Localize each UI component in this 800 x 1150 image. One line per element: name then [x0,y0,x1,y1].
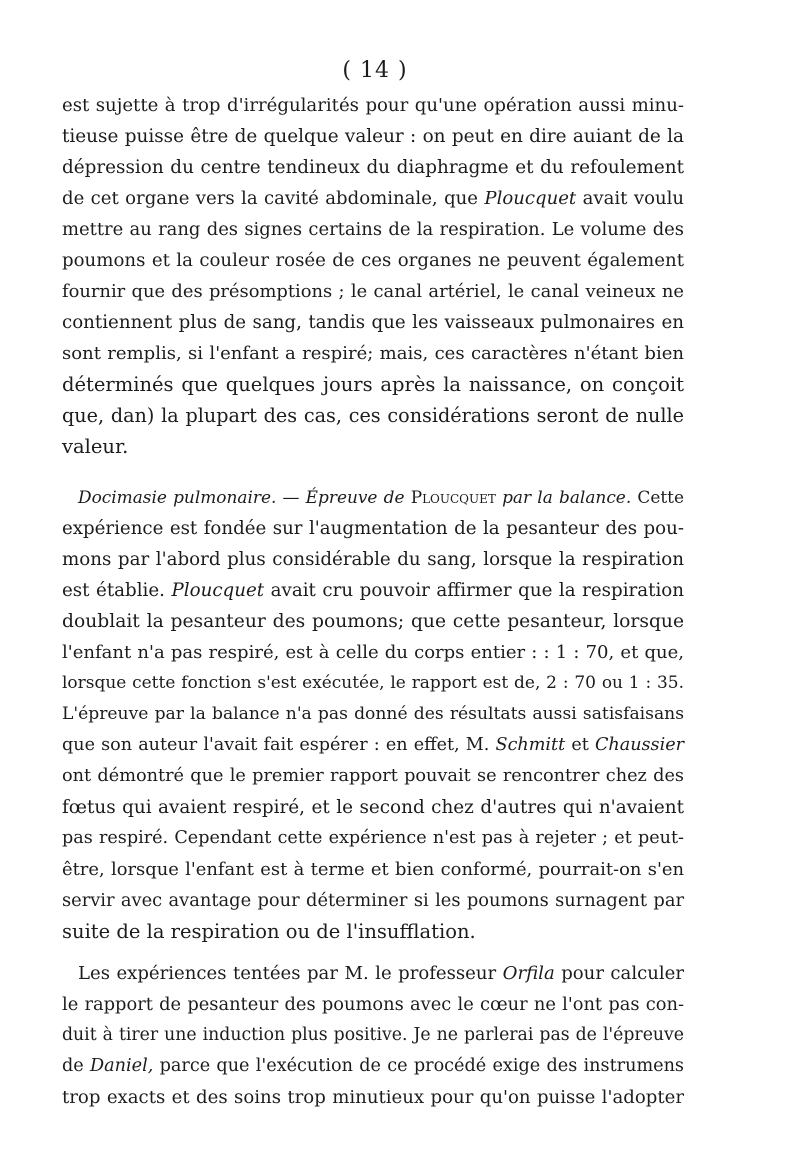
author-name: Chaussier [594,735,684,755]
text-line: doublait la pesanteur des poumons; que cette pesanteur, lorsque [62,611,684,632]
text-line: valeur. [62,435,129,458]
text-line: ont démontré que le premier rapport pouvait se rencontrer chez des [62,766,684,786]
text-line: déterminés que quelques jours après la naissance, on conçoit [62,373,684,396]
text-line: poumons et la couleur rosée de ces organes ne peuvent également [62,250,684,271]
section-heading: Docimasie pulmonaire. — Épreuve de [78,487,405,507]
section-heading-line: Docimasie pulmonaire. — Épreuve de Ploucquet par la balance. Cette [78,487,684,507]
text-line: trop exacts et des soins trop minutieux pour qu'on puisse l'adopter [62,1087,684,1108]
text-line: est établie. Ploucquet avait cru pouvoir affirmer que la respiration [62,580,685,601]
text-line: être, lorsque l'enfant est à terme et bien conformé, pourrait-on s'en [62,859,684,880]
text-line: de Daniel, parce que l'exécution de ce procédé exige des instrumens [62,1056,684,1076]
text-line: L'épreuve par la balance n'a pas donné des résultats aussi satisfaisans [62,704,684,724]
text-line: de cet organe vers la cavité abdominale, que Ploucquet avait voulu [62,188,685,209]
text-line: fournir que des présomptions ; le canal artériel, le canal veineux ne [62,281,684,302]
text-line: mettre au rang des signes certains de la respiration. Le volume des [62,219,684,240]
author-name: Orfila [502,963,555,984]
text-line: tieuse puisse être de quelque valeur : on peut en dire auiant de la [62,126,684,147]
text-line: lorsque cette fonction s'est exécutée, le rapport est de, 2 : 70 ou 1 : 35. [62,673,684,693]
text-line: Les expériences tentées par M. le professeur Orfila pour calculer [78,963,685,984]
text-line: expérience est fondée sur l'augmentation de la pesanteur des pou- [62,518,684,539]
text-line: suite de la respiration ou de l'insufflation. [62,920,476,943]
text-line: pas respiré. Cependant cette expérience n'est pas à rejeter ; et peut- [62,828,684,848]
text-line: sont remplis, si l'enfant a respiré; mais, ces caractères n'étant bien [62,343,684,364]
text-line: duit à tirer une induction plus positive. Je ne parlerai pas de l'épreuve [62,1025,684,1045]
text-line: que, dan) la plupart des cas, ces considérations seront de nulle [62,404,684,427]
author-name: Ploucquet [171,580,265,601]
text-line: dépression du centre tendineux du diaphragme et du refoulement [62,157,684,178]
text-line: le rapport de pesanteur des poumons avec le cœur ne l'ont pas con- [62,994,684,1015]
page-number: ( 14 ) [342,58,408,83]
author-name: Ploucquet [484,188,577,209]
author-name: Daniel, [90,1056,154,1076]
text-line: fœtus qui avaient respiré, et le second chez d'autres qui n'avaient [62,797,684,818]
text-line: l'enfant n'a pas respiré, est à celle du corps entier : : 1 : 70, et que, [62,642,684,663]
author-name: Schmitt [495,735,566,755]
author-name: Ploucquet [410,487,496,507]
text-line: que son auteur l'avait fait espérer : en effet, M. Schmitt et Chaussier [62,735,684,755]
text-line: est sujette à trop d'irrégularités pour qu'une opération aussi minu- [62,95,684,116]
text-line: servir avec avantage pour déterminer si les poumons surnagent par [62,890,684,911]
text-line: mons par l'abord plus considérable du sang, lorsque la respiration [62,549,684,570]
text-line: contiennent plus de sang, tandis que les vaisseaux pulmonaires en [62,312,684,333]
